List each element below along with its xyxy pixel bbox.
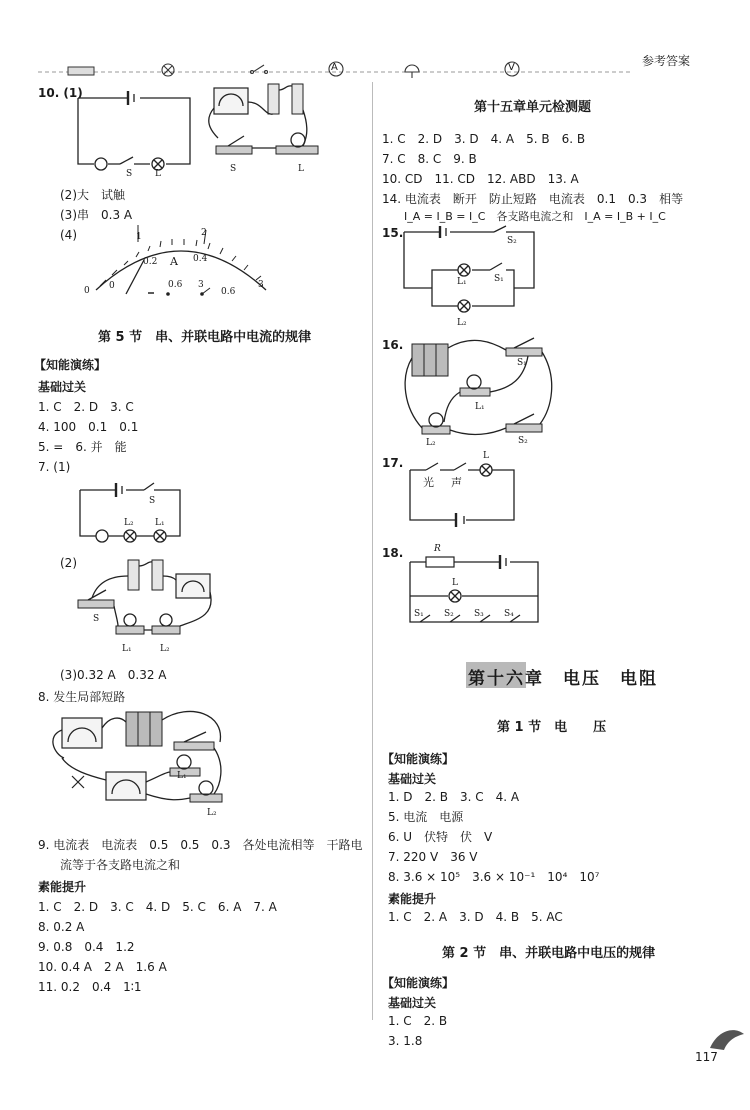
q17-circuit-diagram [408, 458, 528, 528]
ans-b-9: 9. 0.8 0.4 1.2 [38, 940, 135, 954]
q17-label-sheng: 声 [451, 476, 462, 489]
q15-label-s1: S₁ [494, 274, 504, 284]
dial-large-0: 0 [84, 286, 90, 296]
ans-5-6: 5. = 6. 并 能 [38, 440, 127, 454]
r-10-13: 10. CD 11. CD 12. ABD 13. A [382, 172, 579, 186]
ans-7-2: (2) [60, 556, 77, 570]
ans-b-1-7: 1. C 2. D 3. C 4. D 5. C 6. A 7. A [38, 900, 277, 914]
column-divider [372, 82, 373, 1020]
q17-label-guang: 光 [423, 476, 434, 489]
ammeter-symbol [95, 158, 107, 170]
ans-b-11: 11. 0.2 0.4 1∶1 [38, 980, 142, 994]
e-3: 3. 1.8 [388, 1034, 423, 1048]
q10-part4: (4) [60, 228, 77, 242]
q10-part2: (2)大 试触 [60, 188, 125, 202]
c-8: 8. 3.6 × 10⁵ 3.6 × 10⁻¹ 10⁴ 10⁷ [388, 870, 600, 884]
q10-label: 10. (1) [38, 86, 83, 100]
q15-circuit-diagram [402, 226, 562, 326]
switch-symbol [120, 157, 133, 164]
q7b-label-s: S [93, 614, 100, 624]
r-14-line2: I_A = I_B = I_C 各支路电流之和 I_A = I_B + I_C [404, 210, 666, 223]
q18-label-r: R [434, 544, 441, 554]
sec2-title: 第 2 节 串、并联电路中电压的规律 [442, 946, 656, 961]
q17-label-l: L [483, 451, 489, 461]
q10-phys-label-s: S [230, 164, 237, 174]
r17-label: 17. [382, 456, 404, 470]
ans-4: 4. 100 0.1 0.1 [38, 420, 139, 434]
ch15-title: 第十五章单元检测题 [474, 100, 592, 115]
q16-label-s2: S₂ [518, 436, 528, 446]
r18-label: 18. [382, 546, 404, 560]
q10-label-l: L [155, 169, 161, 179]
dial-unit-a: A [170, 255, 178, 268]
c-6: 6. U 伏特 伏 V [388, 830, 493, 844]
jichu-left: 基础过关 [38, 380, 87, 394]
r-7-9: 7. C 8. C 9. B [382, 152, 477, 166]
c-1-4: 1. D 2. B 3. C 4. A [388, 790, 520, 804]
c-5: 5. 电流 电源 [388, 810, 464, 824]
header-decoration [0, 0, 750, 90]
header-voltmeter-letter: V [508, 62, 515, 73]
q7b-label-l1: L₁ [122, 644, 132, 654]
ans-1-3: 1. C 2. D 3. C [38, 400, 134, 414]
q18-label-s1: S₁ [414, 609, 424, 619]
page-number: 117 [695, 1050, 718, 1064]
ans-b-10: 10. 0.4 A 2 A 1.6 A [38, 960, 167, 974]
ch16-title: 第十六章 电压 电阻 [468, 669, 658, 689]
q7b-label-l2: L₂ [160, 644, 170, 654]
lamp-icon [162, 64, 174, 76]
zhineng-bracket-right-2: 【知能演练】 [382, 976, 455, 990]
q8-physical-wiring [50, 706, 240, 816]
d-1-5: 1. C 2. A 3. D 4. B 5. AC [388, 910, 563, 924]
ans-b-8: 8. 0.2 A [38, 920, 85, 934]
q10-part3: (3)串 0.3 A [60, 208, 133, 222]
q7-label-s: S [149, 496, 156, 506]
dial-large-3: 3 [258, 280, 264, 290]
dial-small-0.2: 0.2 [143, 257, 158, 267]
bell-icon [405, 65, 419, 78]
dial-small-0.4: 0.4 [193, 254, 208, 264]
q18-circuit-diagram [408, 552, 548, 632]
q16-physical-wiring [402, 338, 562, 448]
dial-small-0.6: 0.6 [221, 287, 236, 297]
zhineng-bracket-right: 【知能演练】 [382, 752, 455, 766]
q7-physical-wiring [76, 556, 226, 656]
dial-small-0: 0 [109, 281, 115, 291]
r16-label: 16. [382, 338, 404, 352]
q10-label-s: S [126, 169, 133, 179]
header-ammeter-letter: A [331, 62, 338, 73]
r15-label: 15. [382, 226, 404, 240]
ans-8: 8. 发生局部短路 [38, 690, 126, 704]
q18-label-l: L [452, 578, 458, 588]
header-corner-title: 参考答案 [642, 54, 691, 68]
ans-9-line2: 流等于各支路电流之和 [60, 858, 181, 872]
suneng-right: 素能提升 [388, 892, 437, 906]
q15-label-l2: L₂ [457, 318, 467, 328]
q15-label-l1: L₁ [457, 277, 467, 287]
ans-7-1: 7. (1) [38, 460, 71, 474]
q18-switch-row [414, 615, 532, 626]
zhineng-bracket-left: 【知能演练】 [34, 358, 107, 372]
resistor-icon [68, 67, 94, 75]
suneng-left: 素能提升 [38, 880, 87, 894]
e-1-2: 1. C 2. B [388, 1014, 448, 1028]
q18-label-s2: S₂ [444, 609, 454, 619]
r-1-6: 1. C 2. D 3. D 4. A 5. B 6. B [382, 132, 586, 146]
q15-label-s2: S₂ [507, 236, 517, 246]
ammeter-dial-scale [86, 222, 286, 302]
dial-large-1: 1 [136, 232, 142, 242]
ans-7-3: (3)0.32 A 0.32 A [60, 668, 167, 682]
dial-term-0.6: 0.6 [168, 280, 183, 290]
q7-circuit-diagram [74, 462, 204, 552]
q10-phys-label-l: L [298, 164, 304, 174]
q18-label-s3: S₃ [474, 609, 484, 619]
q16-label-s1: S₁ [517, 358, 527, 368]
c-7: 7. 220 V 36 V [388, 850, 478, 864]
q7-label-l2: L₂ [124, 518, 134, 528]
q10-physical-wiring [210, 80, 330, 180]
q8-label-l1: L₁ [177, 771, 187, 781]
jichu-right-2: 基础过关 [388, 996, 437, 1010]
jichu-right: 基础过关 [388, 772, 437, 786]
page-corner-decoration-icon [708, 1024, 748, 1054]
dial-large-2: 2 [201, 228, 207, 238]
q7-label-l1: L₁ [155, 518, 165, 528]
sec1-title: 第 1 节 电 压 [497, 720, 607, 735]
q8-label-l2: L₂ [207, 808, 217, 818]
dial-term-3: 3 [198, 280, 204, 290]
q16-label-l2: L₂ [426, 438, 436, 448]
q16-label-l1: L₁ [475, 402, 485, 412]
q18-label-s4: S₄ [504, 609, 514, 619]
r-14-line1: 14. 电流表 断开 防止短路 电流表 0.1 0.3 相等 [382, 192, 684, 206]
section5-title: 第 5 节 串、并联电路中电流的规律 [98, 330, 312, 345]
ans-9-line1: 9. 电流表 电流表 0.5 0.5 0.3 各处电流相等 干路电 [38, 838, 363, 852]
